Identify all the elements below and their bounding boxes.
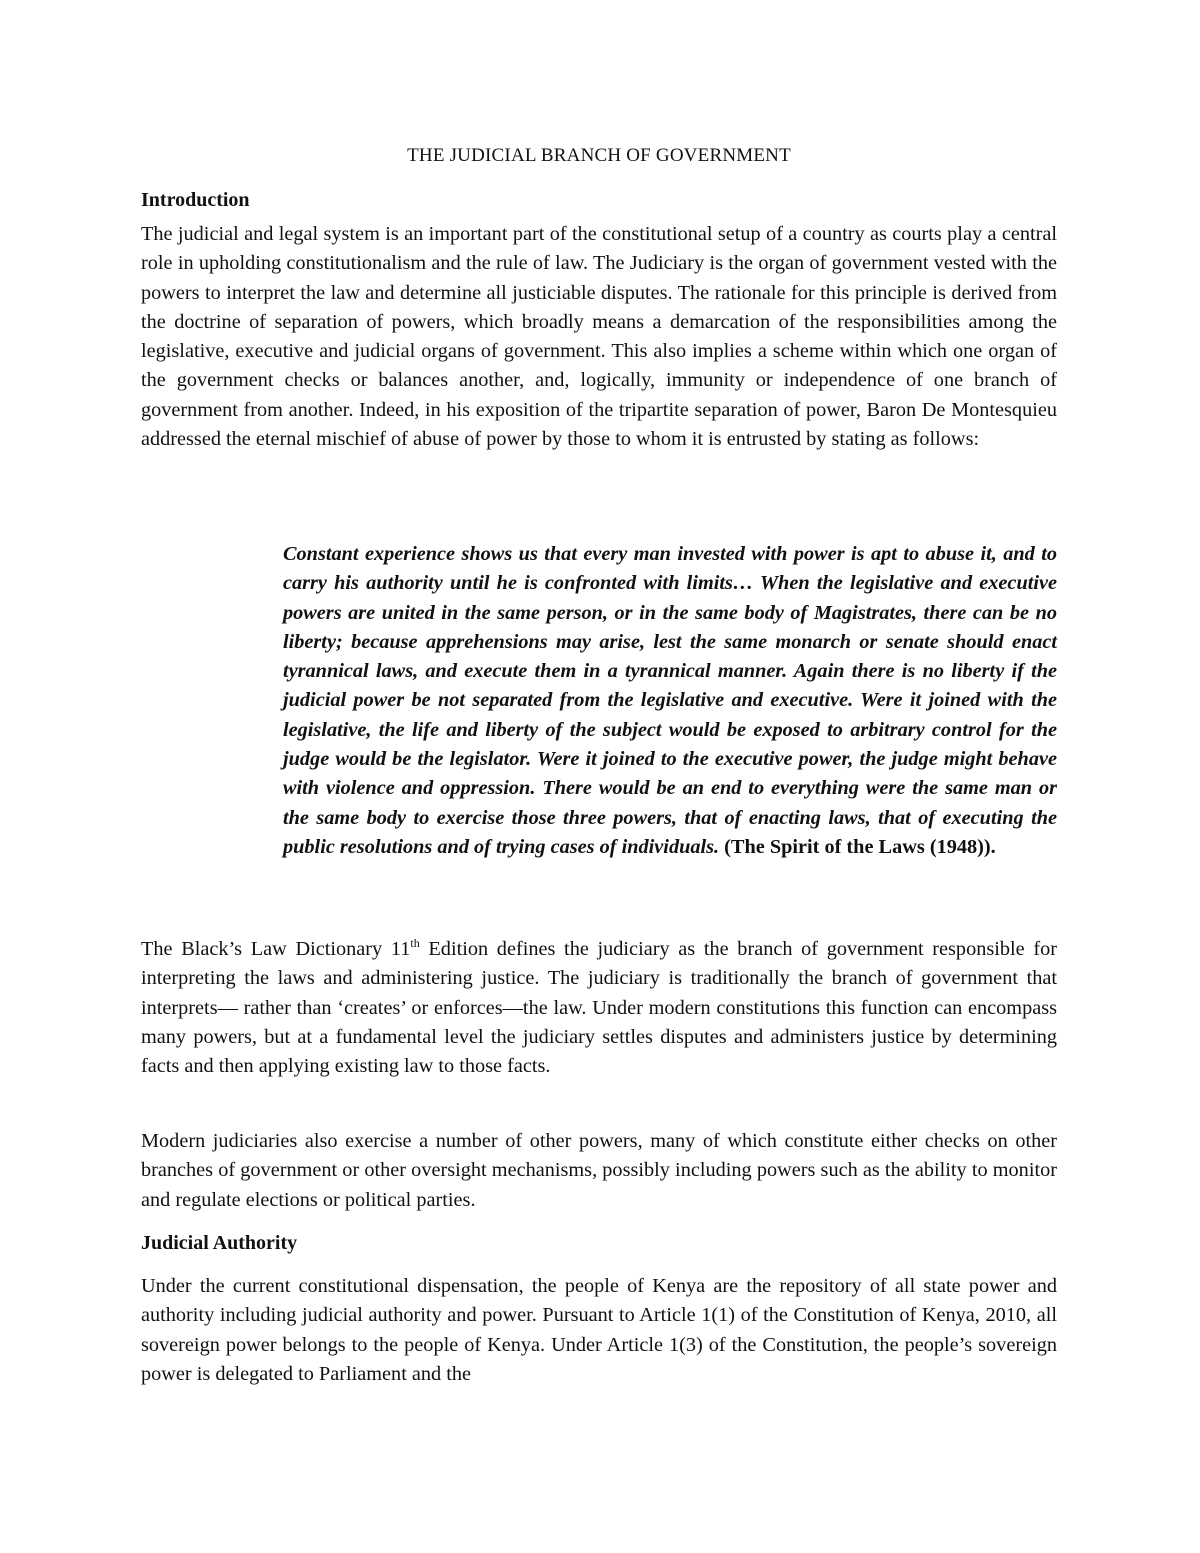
quote-citation: (The Spirit of the Laws (1948)). (719, 835, 996, 858)
block-quote-montesquieu (283, 540, 1057, 862)
section-heading-judicial-authority: Judicial Authority (141, 1232, 298, 1254)
paragraph-2-rest: Edition defines the judiciary as the branch of government responsible for interpreting the laws and administering justice. The judiciary is traditionally the branch of government that interprets— rather than ‘creates’ or enforces—the law. Under modern constitutions this function can encompass many powers, but at a fundamental level the judiciary settles disputes and administers justice by determining facts and then applying existing law to those facts. (141, 938, 1057, 1078)
ordinal-superscript: th (410, 936, 420, 951)
section-heading-introduction: Introduction (141, 189, 250, 211)
paragraph-introduction-1: The judicial and legal system is an important part of the constitutional setup of a country as courts play a central role in upholding constitutionalism and the rule of law. The Judiciary is the organ of government vested with the powers to interpret the law and determine all justiciable disputes. The rationale for this principle is derived from the doctrine of separation of powers, which broadly means a demarcation of the responsibilities among the legislative, executive and judicial organs of government. This also implies a scheme within which one organ of the government checks or balances another, and, logically, immunity or independence of one branch of government from another. Indeed, in his exposition of the tripartite separation of power, Baron De Montesquieu addressed the eternal mischief of abuse of power by those to whom it is entrusted by stating as follows: (141, 223, 1057, 451)
document-title: THE JUDICIAL BRANCH OF GOVERNMENT (407, 145, 791, 166)
paragraph-judicial-authority-1: Under the current constitutional dispensation, the people of Kenya are the repository of all state power and authority including judicial authority and power. Pursuant to Article 1(1) of the Constitution of Kenya, 2010, all sovereign power belongs to the people of Kenya. Under Article 1(3) of the Constitution, the people’s sovereign power is delegated to Parliament and the (141, 1275, 1057, 1385)
quote-text: Constant experience shows us that every man invested with power is apt to abuse it, and to carry his authority until he is confronted with limits… When the legislative and executive powers are united in the same person, or in the same body of Magistrates, there can be no liberty; because apprehensions may arise, lest the same monarch or senate should enact tyrannical laws, and execute them in a tyrannical manner. Again there is no liberty if the judicial power be not separated from the legislative and executive. Were it joined with the legislative, the life and liberty of the subject would be exposed to arbitrary control for the judge would be the legislator. Were it joined to the executive power, the judge might behave with violence and oppression. There would be an end to everything were the same man or the same body to exercise those three powers, that of enacting laws, that of executing the public resolutions and of trying cases of individuals. (283, 543, 1057, 858)
paragraph-introduction-2 (141, 935, 1057, 1081)
paragraph-introduction-3: Modern judiciaries also exercise a number of other powers, many of which constitute either checks on other branches of government or other oversight mechanisms, possibly including powers such as the ability to monitor and regulate elections or political parties. (141, 1130, 1057, 1211)
paragraph-2-start: The Black’s Law Dictionary 11 (141, 938, 411, 960)
